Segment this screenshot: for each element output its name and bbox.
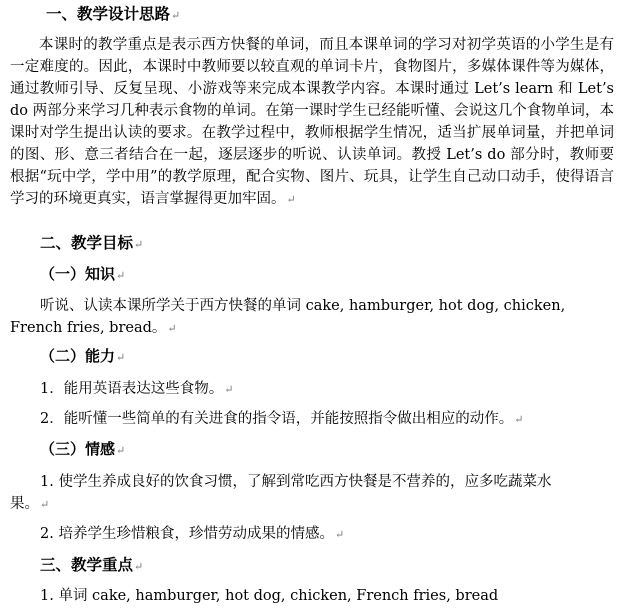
paragraph-mark: ↵ (286, 193, 296, 206)
subheading-emotion: （三）情感↵ (40, 440, 126, 458)
section-heading-key-points: 三、教学重点↵ (40, 555, 144, 574)
paragraph-mark: ↵ (134, 238, 144, 251)
ability-item-2: 2．能听懂一些简单的有关进食的指令语，并能按照指令做出相应的动作。↵ (40, 411, 524, 427)
emotion-item-1-line2: 果。↵ (10, 496, 50, 512)
subheading-ability: （二）能力↵ (40, 347, 126, 365)
knowledge-text-line1: 听说、认读本课所学关于西方快餐的单词 cake, hamburger, hot dog, chicken, (40, 298, 566, 314)
paragraph-mark: ↵ (116, 351, 126, 364)
paragraph-mark: ↵ (224, 383, 234, 396)
paragraph-mark: ↵ (171, 9, 181, 22)
emotion-item-2: 2. 培养学生珍惜粮食，珍惜劳动成果的情感。↵ (40, 526, 345, 542)
knowledge-text-line2: French fries, bread。↵ (10, 320, 177, 336)
paragraph-mark: ↵ (116, 444, 126, 457)
paragraph-mark: ↵ (40, 498, 50, 511)
paragraph-mark: ↵ (334, 528, 345, 541)
paragraph-mark: ↵ (514, 413, 524, 426)
emotion-item-1-line1: 1. 使学生养成良好的饮食习惯，了解到常吃西方快餐是不营养的，应多吃蔬菜水 (40, 474, 552, 490)
section-heading-goals: 二、教学目标↵ (40, 233, 144, 252)
ability-item-1: 1．能用英语表达这些食物。↵ (40, 381, 234, 397)
key-points-item-1: 1. 单词 cake, hamburger, hot dog, chicken, French fries, bread (40, 588, 499, 604)
subheading-knowledge: （一）知识↵ (40, 265, 126, 283)
paragraph-mark: ↵ (167, 322, 177, 335)
paragraph-mark: ↵ (116, 269, 126, 282)
design-paragraph: 本课时的教学重点是表示西方快餐的单词，而且本课单词的学习对初学英语的小学生是有一定难度的。因此，本课时中教师要以较直观的单词卡片，食物图片，多媒体课件等为媒体，通过教师引导、反复呈现、小游戏等来完成本课教学内容。本课时通过 Let’s learn 和 Let’s do 两部分来学习几种表示食物的单词。在第一课时学生已经能听懂、会说这几个食物单词，本课时对学生提出认读的要求。在教学过程中，教师根据学生情况，适当扩展单词量，并把单词的图、形、意三者结合在一起，逐层逐步的听说、认读单词。教授 Let’s do 部分时，教师要根据“玩中学，学中用”的教学原理，配合实物、图片、玩具，让学生自己动口动手，使得语言学习的环境更真实，语言掌握得更加牢固。↵ (10, 37, 615, 207)
paragraph-mark: ↵ (134, 560, 144, 573)
section-heading-design: 一、教学设计思路↵ (46, 4, 181, 23)
